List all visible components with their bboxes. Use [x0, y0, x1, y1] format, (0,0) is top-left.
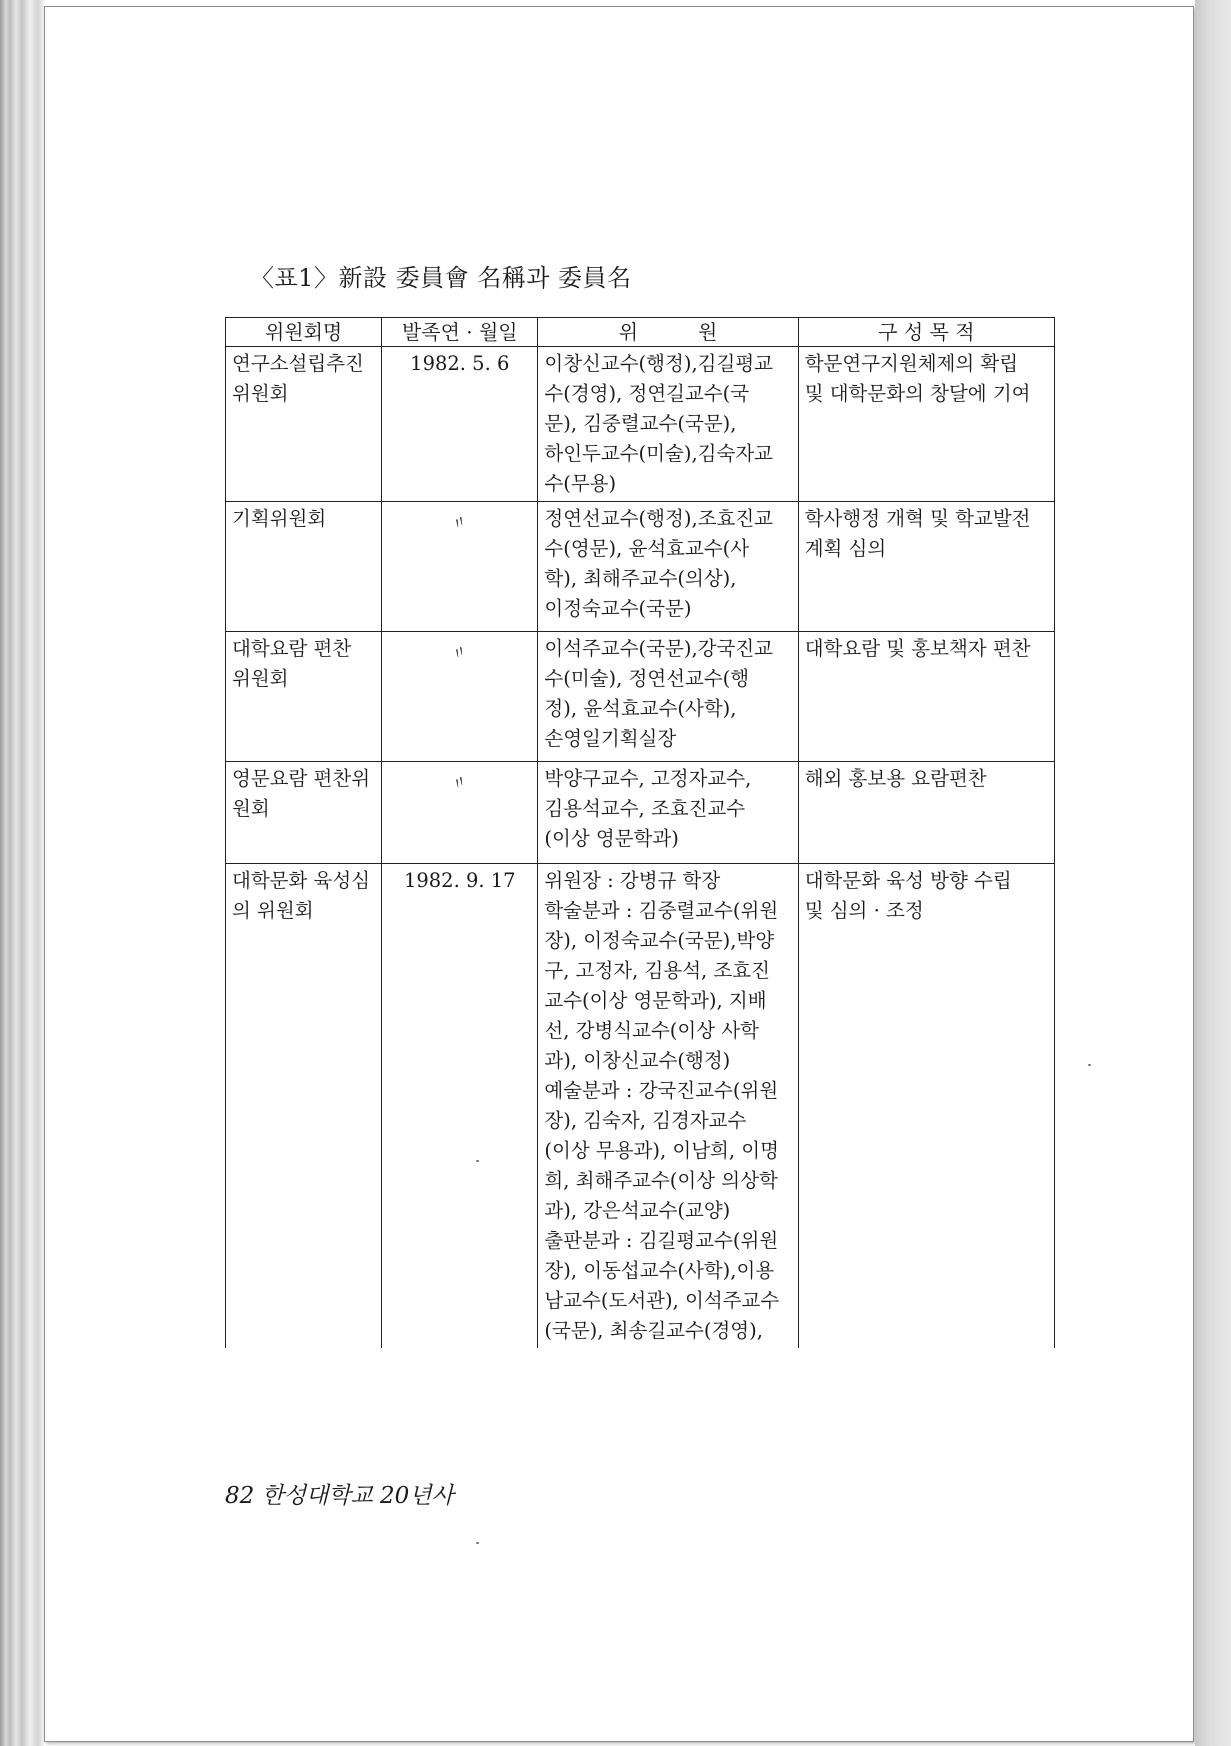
- page-footer: 82 한성대학교 20년사: [225, 1483, 454, 1509]
- scan-margin: [1195, 0, 1231, 1746]
- ditto-mark: 〃: [447, 770, 472, 795]
- founding-date-cell: 1982. 9. 17: [403, 869, 516, 892]
- table-caption: 〈표1〉新設 委員會 名稱과 委員名: [250, 264, 632, 292]
- book-spine-edge: [0, 0, 44, 1746]
- table-row: [226, 502, 1055, 632]
- members-cell: 이창신교수(행정),김길평교 수(경영), 정연길교수(국 문), 김중렬교수(국문), 하인두교수(미술),김숙자교 수(무용): [544, 352, 773, 495]
- ditto-mark: 〃: [447, 640, 472, 665]
- committee-table: [225, 317, 1055, 1348]
- scan-speck: [476, 1542, 479, 1544]
- committee-name-cell: 대학문화 육성심 의 위원회: [232, 869, 371, 922]
- scan-speck: [476, 1160, 479, 1162]
- ditto-mark: 〃: [447, 510, 472, 535]
- header-members: 위 원: [538, 318, 798, 347]
- purpose-cell: 학사행정 개혁 및 학교발전 계획 심의: [804, 507, 1031, 560]
- founding-date-cell: 1982. 5. 6: [410, 352, 510, 375]
- members-cell: 위원장 : 강병규 학장 학술분과 : 김중렬교수(위원 장), 이정숙교수(국문),박양 구, 고정자, 김용석, 조효진 교수(이상 영문학과), 지배 선, 강병식교수(이상 사학 과), 이창신교수(행정) 예술분과 : 강국진교수(위원 장), 김숙자, 김경자교수 (이상 무용과), 이남희, 이명 희, 최해주교수(이상 의상학 과), 강은석교수(교양) 출판분과 : 김길평교수(위원 장), 이동섭교수(사학),이용 남교수(도서관), 이석주교수 (국문), 최송길교수(경영),: [544, 869, 780, 1342]
- header-purpose: 구 성 목 적: [798, 318, 1054, 347]
- header-committee-name: 위원회명: [226, 318, 382, 347]
- table-row: [226, 864, 1055, 1349]
- purpose-cell: 대학문화 육성 방향 수립 및 심의 · 조정: [804, 869, 1012, 922]
- table-header-row: [226, 318, 1055, 347]
- purpose-cell: 대학요람 및 홍보책자 편찬: [804, 637, 1031, 660]
- purpose-cell: 학문연구지원체제의 확립 및 대학문화의 창달에 기여: [804, 352, 1031, 405]
- header-founding-date: 발족연 · 월일: [382, 318, 538, 347]
- scan-speck: [1088, 1064, 1091, 1066]
- committee-name-cell: 대학요람 편찬 위원회: [232, 637, 352, 690]
- committee-name-cell: 기획위원회: [232, 507, 327, 530]
- committee-name-cell: 영문요람 편찬위 원회: [232, 767, 371, 820]
- table-row: [226, 632, 1055, 762]
- members-cell: 이석주교수(국문),강국진교 수(미술), 정연선교수(행 정), 윤석효교수(사학), 손영일기획실장: [544, 637, 773, 750]
- table-row: [226, 762, 1055, 864]
- members-cell: 박양구교수, 고정자교수, 김용석교수, 조효진교수 (이상 영문학과): [544, 767, 752, 850]
- purpose-cell: 해외 홍보용 요람편찬: [804, 767, 987, 790]
- members-cell: 정연선교수(행정),조효진교 수(영문), 윤석효교수(사 학), 최해주교수(의상), 이정숙교수(국문): [544, 507, 773, 620]
- committee-name-cell: 연구소설립추진 위원회: [232, 352, 364, 405]
- table-row: [226, 347, 1055, 502]
